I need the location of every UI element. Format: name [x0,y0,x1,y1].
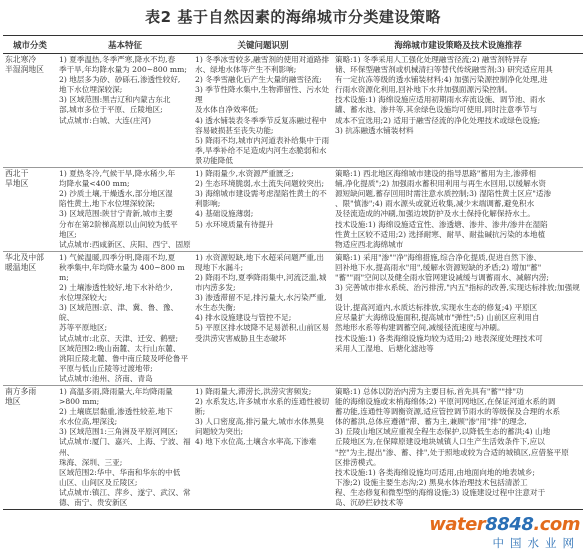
cell-line: 回补地下水,提高雨水"用",缓解水资源短缺的矛盾;2) 增加"蓄" [335,262,542,272]
cell-line: 技术设施:1) 海绵设施适宜性、渗透塘、渗井、渗井/渗井在湿陷 [335,219,548,229]
cell-line: 设计,提高河道内,水质达标排放,实现水生态的修复;4) 平原区 [335,303,538,313]
cell-line: 水、绿地水体等产生不利影响; [195,65,297,75]
cell-line: 岛、沉砂拦砂技术等 [335,498,404,508]
cell-line: 苏等平原地区; [59,323,108,333]
table-row [3,251,583,385]
cell-line: 珠海、深圳、三亚; [59,457,123,467]
cell-line: 试点城市:白城、大连(庄河) [59,115,152,125]
cell-line: 3) 完善城市排水系统、治污排涝,"内五"指标的改善,实现达标排放;加强规划 [335,283,580,303]
cell-line: >800 mm; [59,397,100,407]
cell-line: 秋季集中,年均降水量为 400~800 mm; [59,262,185,282]
cell-line: 策略:1) 冬季采用人工强化处理融雪径流;2) 融雪剂特异存 [335,55,528,64]
table-row [3,386,583,510]
table-row [3,168,583,252]
watermark-logo-text: water8848.com [429,514,580,535]
cell-line: 半湿润地区 [5,65,44,75]
cell-line: 1) 夏季温热,冬季严寒,降水不均,春 [59,55,176,64]
cell-line: 部,城市多位于平原、丘陵地区; [59,105,163,115]
cell-line: 体的蓄洪,总体应遵循"滞、蓄为主,兼顾"渗"用"排"的理念, [335,417,527,427]
cell-line: 5) 水环境质量有待提升 [195,219,274,229]
cell-line: 2) 沙质土壤,干燥透水,部分地区湿 [59,189,173,199]
cell-line: 试点城市:厦门、嘉兴、上海、宁波、福州、 [59,437,191,457]
cell-line: 分布在第2阶梯高原以山间较为低平 [59,219,178,229]
cell-line: 及水体自净效率低; [195,105,259,115]
cell-line: 东北寒冷 [5,55,37,64]
cell-line: 辅,净化提质";2) 加强雨水蓄积用利用与再生水回用,以缓解水资 [335,179,546,189]
cell-line: 均降水量<400 mm; [59,179,130,189]
cell-features [57,251,193,385]
cell-line: 陷性黄土,地下水位埋深较深; [59,199,156,209]
cell-line: 技术设施:1) 各类海绵设施均较为适用;2) 地表深度处理技术可 [335,333,543,343]
cell-line: 2) 地层多为砂、砂砾石,渗透性较好, [59,75,181,85]
cell-line: 行雨水资源化利用,回补地下水并加强面源污染控制。 [335,85,513,95]
cell-line: 试点城市:池州、济南、青岛 [59,373,153,383]
table-body [3,54,583,510]
cell-line: 2) 生态环境脆弱,水土流失问题较突出; [195,179,325,189]
cell-line: 地区 [5,397,21,407]
cell-line: 2) 降雨不均,夏季降雨集中,河流泛滥,城 [195,272,327,282]
cell-line: 4) 地下水位高,土壤含水率高,下渗难 [195,437,317,447]
table-row [3,54,583,168]
cell-line: 季干旱,年均降水量为 200~800 mm; [59,65,187,75]
cell-line: 2) 土壤渗透性较好,地下水补给少, [59,283,173,293]
cell-issues [193,54,333,168]
cell-line: 有一定抗冻等级的透水铺装材料;4) 加强污染源控制净化处理,进 [335,75,548,85]
cell-line: 平原与低山丘陵等过渡地带; [59,363,153,373]
cell-line: 2) 土壤底层黏重,渗透性较差,地下 [59,407,173,417]
cell-line: 4) 透水铺装表冬季季节反复冻融过程中 [195,115,327,125]
cell-line: 1) 高温多雨,降雨量大,年均降雨量 [59,387,173,396]
cell-line: 丘陵地区为,在保障原建设地块城镇人口生产生活效条件下,应以 [335,437,545,447]
cell-line: 采用人工湿地、后塘化滤池等 [335,343,434,353]
cell-line: 储、环保型融雪剂或机械清扫等替代传统融雪剂;3) 研究适应用具 [335,65,553,75]
cell-strategy [333,54,583,168]
cell-line: 4) 排水设施建设与管控不足; [195,313,292,323]
cell-region [3,251,57,385]
cell-line: 暖温地区 [5,262,37,272]
cell-strategy [333,251,583,385]
cell-line: 3) 区域范围:黑吉辽和内蒙古东北 [59,95,171,105]
cell-region [3,386,57,510]
cell-line: 3) 季节性降水集中,生物滞留性、污水处理 [195,85,330,105]
cell-line: 3) 人口密度高,排污量大,城市水体黑臭 [195,417,324,427]
cell-line: 5) 降雨不均,城市内河道表补给集中于雨 [195,135,330,145]
cell-line: 3) 渗透滞留不足,排污量大,水污染严重, [195,293,327,303]
cell-line: 水位埋深较大; [59,293,108,303]
cell-region [3,54,57,168]
cell-line: 旱地区 [5,179,29,189]
cell-line: 1) 水资源短缺,地下水超采问题严重,出 [195,252,324,262]
cell-line: 西北干 [5,169,29,179]
cell-line: 南方多雨 [5,387,37,396]
cell-line: 区域范围2:华中、华南和华东的中低 [59,467,181,477]
cell-line: 1) 降雨量少,水资源严重匮乏; [195,169,294,179]
cell-line: 、限"慎渗";4) 雨水源头或就近收集,减少末端调蓄,避免积水 [335,199,535,209]
cell-line: 2) 水系发达,许多城市水系的连通性被切 [195,397,330,407]
header-strategy: 海绵城市建设策略及技术设施推荐 [333,37,583,54]
cell-line: 地下水位埋深较深; [59,85,123,95]
cell-features [57,54,193,168]
cell-features [57,168,193,252]
table-top-rule [3,35,583,36]
cell-line: "控"为主,提出"渗、蓄、排",处于照地或较为合适的城镇区,应借鉴平原 [335,447,569,457]
cell-line: 地区; [59,229,77,239]
cell-line: 程、生态修复和微型型的海绵设施;3) 设施建设过程中注意对于 [335,487,546,497]
cell-line: 3) 区域范围1:三角洲及平原河网区; [59,427,178,437]
cell-line: 能的海绵设施或末梢海绵体;2) 平原河网地区,在保证河道水系的调 [335,397,556,407]
cell-line: 试点城市:北京、天津、迁安、鹤壁; [59,333,179,343]
cell-line: 德、南宁、贵安新区 [59,498,128,508]
header-features: 基本特征 [57,37,193,54]
cell-line: 1) 气候温暖,四季分明,降雨不均,夏 [59,252,176,262]
cell-line: 策略:1) 采用"渗""净"海绵措施,综合净化提质,促进自然下渗、 [335,252,542,262]
cell-line: 试点城市:镇江、萍乡、遂宁、武汉、常 [59,487,191,497]
cell-line: 源短缺问题,蓄存回用时需注意水质控制;3) 湿陷性黄土区应"适渗 [335,189,552,199]
cell-line: 现地下水漏斗; [195,262,244,272]
cell-line: 水水位高,埋深浅; [59,417,118,427]
cell-line: 应尽量扩大海绵设施面积,提高城市"弹性";5) 山前区应利用自 [335,313,540,323]
cell-line: 3) 丘陵山地区域应重视全程生态保护,以降低生态的蓄洪;4) 山地 [335,427,551,437]
cell-line: 景功能降低 [195,155,233,165]
cell-line: 山区、山间区及丘陵区; [59,477,138,487]
cell-line: 1) 夏热冬冷,气候干旱,降水稀少,年 [59,169,176,179]
cell-line: 水生态失衡; [195,303,236,313]
cell-line: 物适应西北海绵城市 [335,239,404,249]
cell-line: 技术设施:1) 各类海绵设施均可适用,由地面向地的地表城乡; [335,467,535,477]
cell-line: 华北及中部 [5,252,44,262]
cell-issues [193,168,333,252]
cell-line: 策略:1) 总体以防治内涝为主要目标,首先具有"蓄""排"功 [335,387,524,396]
cell-line: 区域范围2:晚山南麓、太行山东麓、 [59,343,181,353]
cell-line: 容易破损甚至丧失功能; [195,125,274,135]
cell-line: "蓄""雨"空间以及健全雨水管网建设减缓与调蓄雨水、减解内涝; [335,272,549,282]
cell-line: 1) 降雨量大,滞涝长,洪涝灾害频发; [195,387,312,396]
table-header-row [3,37,583,54]
cell-line: 性黄土区较不适用;2) 选择耐寒、耐旱、耐盐碱抗污染的本地植 [335,229,546,239]
cell-line: 试点城市:西咸新区、庆阳、西宁、固原 [59,239,191,249]
cell-line: 2) 冬季雪融化后产生大量的融雪径流; [195,75,322,85]
cell-line: 4) 基础设施薄弱; [195,209,254,219]
cell-line: 技术设施:1) 海绵设施应适用初期雨水弃流设施、调节池、雨水 [335,95,546,105]
cell-line: 3) 海绵城市建设需考虑湿陷性黄土的不 [195,189,327,199]
watermark-logo [429,514,582,552]
cell-region [3,168,57,252]
strategy-table [3,37,583,510]
cell-line: 成本不宜选用;2) 适用于融雪径流的净化处理技术或绿色设施; [335,115,541,125]
cell-line: 下渗;2) 设施主要生态沟;2) 黑臭水体治理技术包括清淤工 [335,477,528,487]
cell-line: 3) 区域范围:京、津、冀、鲁、豫、皖、 [59,303,179,323]
header-issues: 关键问题识别 [193,37,333,54]
cell-features [57,386,193,510]
cell-line: 利影响; [195,199,221,209]
cell-line: 区排涝模式。 [335,457,381,467]
table-title: 表2 基于自然因素的海绵城市分类建设策略 [145,8,441,26]
cell-line: 3) 抗冻融透水铺装材料 [335,125,414,135]
cell-line: 策略:1) 西北地区海绵城市建设的指导思路"蓄用为主,渗滞相 [335,169,536,179]
cell-line: 3) 区域范围:陕甘宁青新,城市主要 [59,209,173,219]
cell-strategy [333,386,583,510]
cell-line: 然地形水系等构建调蓄空间,减缓径流速度与冲刷。 [335,323,505,333]
cell-line: 问题较为突出; [195,427,244,437]
cell-line: 5) 平原区排水坡降不足易淤积,山前区易 [195,323,330,333]
cell-line: 蓄功能,连通性等调衡资源,适应管控调节雨水的等级保及合理的水系 [335,407,561,417]
header-city-type: 城市分类 [3,37,57,54]
cell-line: 及径流造成的冲刷,加强边坡防护及水土保持化解保持水土。 [335,209,535,219]
cell-line: 季,旱季补给不足造成内河生态脆弱和水 [195,145,327,155]
cell-line: 罐、蓄水池、渗井等,其余绿色设施均可使用,同时注意季节与 [335,105,538,115]
cell-line: 断; [195,407,206,417]
cell-line: 受洪涝灾害威胁且生态破坏 [195,333,287,343]
cell-issues [193,251,333,385]
cell-strategy [333,168,583,252]
cell-line: 市内涝多发; [195,283,236,293]
cell-line: 洮阳丘陵北麓、鲁中南丘陵及呼伦鲁平 [59,353,189,363]
cell-issues [193,386,333,510]
cell-line: 1) 冬季冰雪较多,融雪剂的使用对道路排 [195,55,330,64]
watermark-cn-text: 中国水业网 [492,536,580,550]
